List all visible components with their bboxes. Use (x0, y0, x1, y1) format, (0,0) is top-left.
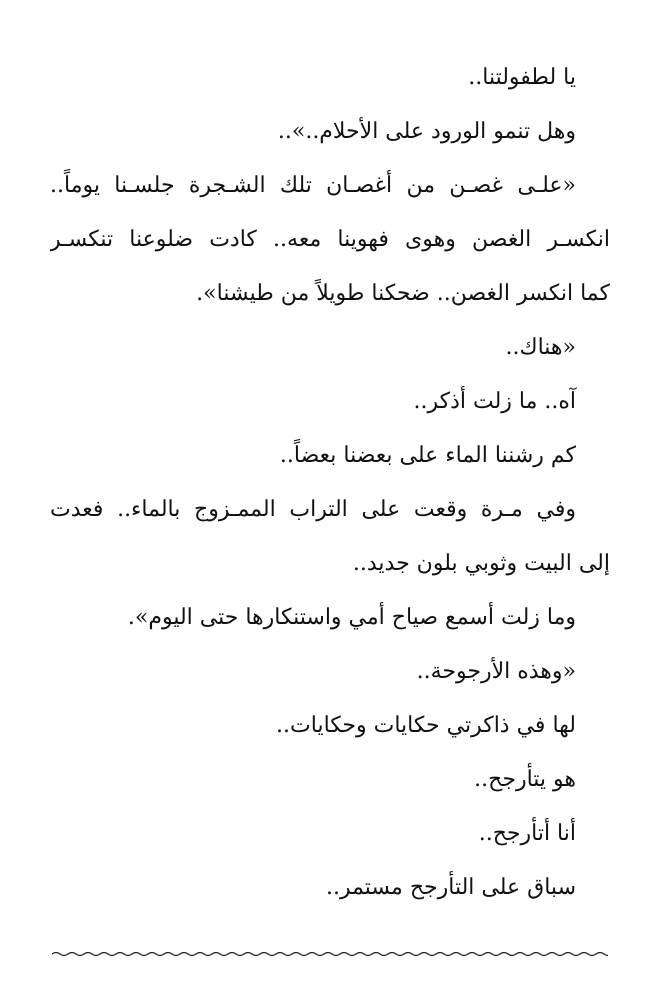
text-line: آه.. ما زلت أذكر.. (413, 389, 576, 414)
text-line: إلى البيت وثوبي بلون جديد.. (352, 551, 610, 576)
text-line: أنا أتأرجح.. (478, 821, 576, 846)
wavy-divider (52, 946, 608, 962)
text-line: لها في ذاكرتي حكايات وحكايات.. (276, 713, 576, 738)
text-line: «هناك.. (505, 335, 576, 360)
text-line: وهل تنمو الورود على الأحلام..».. (277, 119, 576, 144)
text-line: هو يتأرجح.. (474, 767, 576, 792)
text-line: سباق على التأرجح مستمر.. (325, 875, 576, 900)
text-line: «علـى غصـن من أغصـان تلك الشـجرة جلسـنا يوماً.. (50, 173, 576, 198)
text-line: وفي مـرة وقعت على التراب الممـزوج بالماء.. فعدت (50, 497, 576, 522)
text-line: «وهذه الأرجوحة.. (416, 659, 576, 684)
text-line: كما انكسر الغصن.. ضحكنا طويلاً من طيشنا». (196, 281, 610, 306)
text-line: وما زلت أسمع صياح أمي واستنكارها حتى اليوم». (127, 605, 576, 630)
document-body (50, 58, 610, 922)
text-line: يا لطفولتنا.. (468, 65, 576, 90)
text-line: انكسـر الغصن وهوى فهوينا معه.. كادت ضلوعنا تنكسـر (50, 227, 610, 252)
text-line: كم رشننا الماء على بعضنا بعضاً.. (279, 443, 576, 468)
